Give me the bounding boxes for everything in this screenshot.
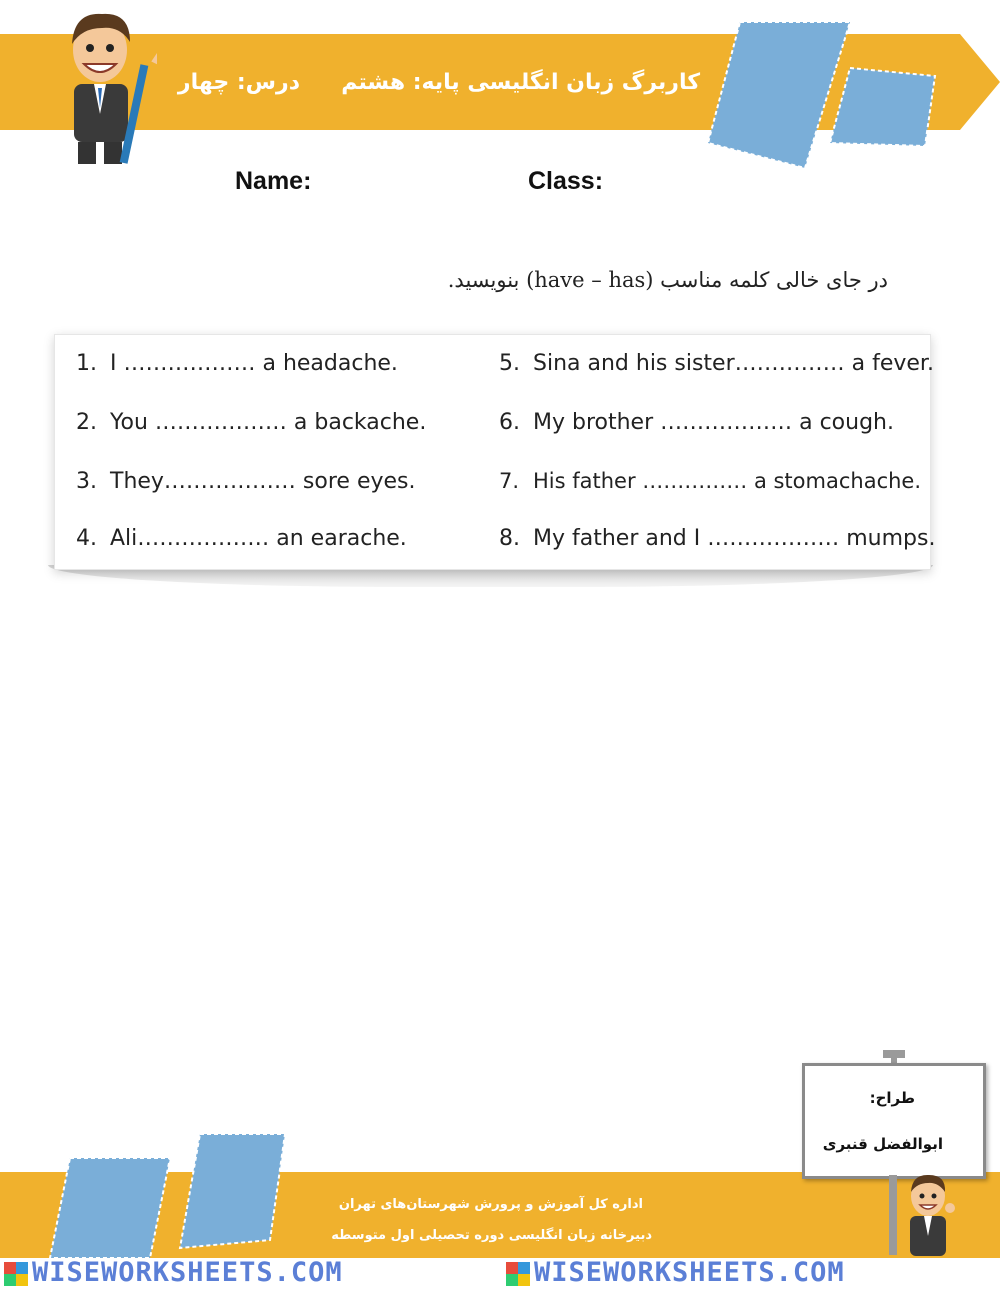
item-text: His father …………… a stomachache. xyxy=(533,469,922,493)
footer-line-1: اداره کل آموزش و پرورش شهرستان‌های تهران xyxy=(338,1197,643,1212)
class-label: Class: xyxy=(528,167,604,195)
name-label: Name: xyxy=(235,167,312,195)
designer-name: ابوالفضل قنبری xyxy=(822,1135,943,1153)
item-number: 5. xyxy=(499,351,520,376)
exercise-item xyxy=(76,469,416,494)
item-text: They……………… sore eyes. xyxy=(110,469,416,494)
item-text: Sina and his sister…………… a fever. xyxy=(533,351,934,376)
lesson-label: درس: چهار xyxy=(177,70,300,95)
designer-sign xyxy=(802,1063,986,1179)
item-number: 1. xyxy=(76,351,97,376)
exercise-item xyxy=(76,351,398,376)
designer-mascot-icon xyxy=(898,1170,960,1258)
footer-decoration xyxy=(40,1130,300,1258)
sign-pole xyxy=(889,1175,897,1255)
instruction-text: در جای خالی کلمه مناسب (have – has) بنویسید. xyxy=(447,268,888,292)
item-text: My father and I ……………… mumps. xyxy=(533,526,936,551)
worksheet-title: کاربرگ زبان انگلیسی پایه: هشتم xyxy=(341,70,700,95)
item-text: My brother ……………… a cough. xyxy=(533,410,894,435)
exercise-item xyxy=(499,526,935,551)
item-number: 7. xyxy=(499,469,520,493)
watermark-text: WISEWORKSHEETS.COM xyxy=(32,1257,343,1288)
exercise-item xyxy=(499,469,921,493)
exercise-item xyxy=(499,351,934,376)
item-number: 2. xyxy=(76,410,97,435)
watermark-logo-icon xyxy=(506,1262,530,1286)
exercise-item xyxy=(76,410,426,435)
teacher-mascot-icon xyxy=(52,4,157,172)
item-number: 3. xyxy=(76,469,97,494)
designer-label: طراح: xyxy=(869,1089,915,1107)
exercise-item xyxy=(76,526,407,551)
item-number: 6. xyxy=(499,410,520,435)
footer-line-2: دبیرخانه زبان انگلیسی دوره تحصیلی اول متوسطه xyxy=(331,1228,652,1243)
item-text: You ……………… a backache. xyxy=(110,410,427,435)
exercise-item xyxy=(499,410,894,435)
header-decoration xyxy=(700,18,950,178)
item-number: 4. xyxy=(76,526,97,551)
watermark-logo-icon xyxy=(4,1262,28,1286)
item-text: Ali……………… an earache. xyxy=(110,526,407,551)
watermark-text: WISEWORKSHEETS.COM xyxy=(534,1257,845,1288)
item-text: I ……………… a headache. xyxy=(110,351,398,376)
item-number: 8. xyxy=(499,526,520,551)
